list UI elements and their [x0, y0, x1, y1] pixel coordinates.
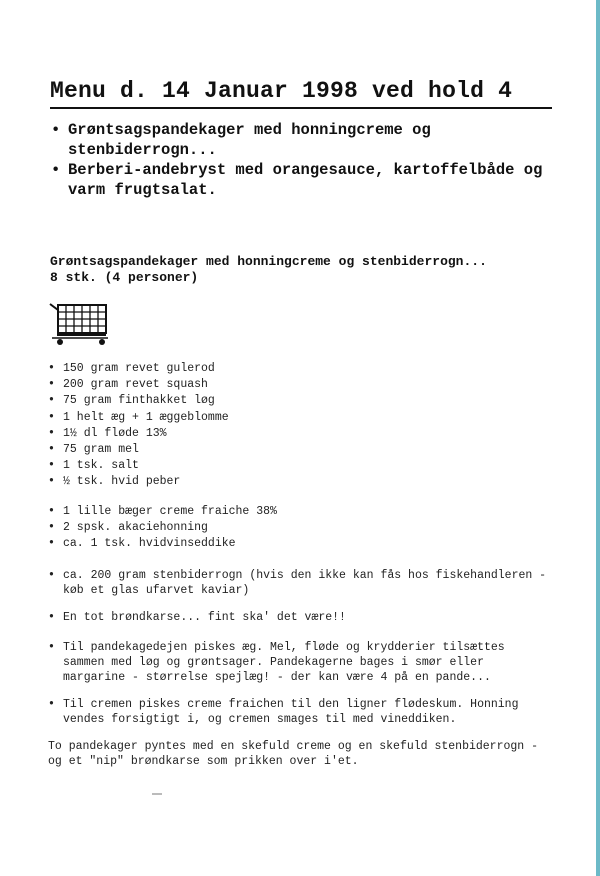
menu-title: Menu d. 14 Januar 1998 ved hold 4	[50, 78, 513, 104]
cream-ingredients-list	[48, 504, 568, 553]
list-item: • ca. 1 tsk. hvidvinseddike	[48, 536, 568, 552]
scan-speck	[152, 793, 162, 795]
list-item: • 1 lille bæger creme fraiche 38%	[48, 504, 568, 520]
recipe-heading	[50, 254, 570, 286]
list-item: • Til pandekagedejen piskes æg. Mel, fløde og krydderier tilsættes sammen med løg og grøntsager. Pandekagerne bages i smør eller margarine - størrelse spejlæg! - der kan være 4 på en pande...	[48, 640, 548, 685]
menu-list	[50, 121, 560, 201]
list-item: • 1 helt æg + 1 æggeblomme	[48, 410, 568, 426]
pancake-method	[48, 640, 548, 685]
menu-item: • Grøntsagspandekager med honningcreme og stenbiderrogn...	[50, 121, 560, 160]
recipe-title: Grøntsagspandekager med honningcreme og stenbiderrogn...	[50, 254, 487, 269]
cress-note	[48, 610, 548, 625]
list-item: • Til cremen piskes creme fraichen til den ligner flødeskum. Honning vendes forsigtigt i, og cremen smages til med vineddiken.	[48, 697, 548, 727]
menu-item: • Berberi-andebryst med orangesauce, kartoffelbåde og varm frugtsalat.	[50, 161, 560, 200]
pancake-ingredients-list	[48, 361, 568, 491]
list-item: • 1½ dl fløde 13%	[48, 426, 568, 442]
list-item: • En tot brøndkarse... fint ska' det være!!	[48, 610, 548, 625]
list-item: • 1 tsk. salt	[48, 458, 568, 474]
list-item: • 150 gram revet gulerod	[48, 361, 568, 377]
roe-note	[48, 568, 548, 598]
scan-edge	[596, 0, 600, 876]
list-item: • ½ tsk. hvid peber	[48, 474, 568, 490]
list-item: • 75 gram finthakket løg	[48, 393, 568, 409]
list-item: • 200 gram revet squash	[48, 377, 568, 393]
list-item: • ca. 200 gram stenbiderrogn (hvis den ikke kan fås hos fiskehandleren - køb et glas ufarvet kaviar)	[48, 568, 548, 598]
cream-method	[48, 697, 548, 727]
recipe-servings: 8 stk. (4 personer)	[50, 270, 199, 285]
shopping-cart-icon	[48, 302, 112, 346]
serving-instructions: To pandekager pyntes med en skefuld creme og en skefuld stenbiderrogn - og et "nip" brøndkarse som prikken over i'et.	[48, 740, 538, 768]
list-item: • 75 gram mel	[48, 442, 568, 458]
title-underline	[50, 107, 552, 109]
list-item: • 2 spsk. akaciehonning	[48, 520, 568, 536]
